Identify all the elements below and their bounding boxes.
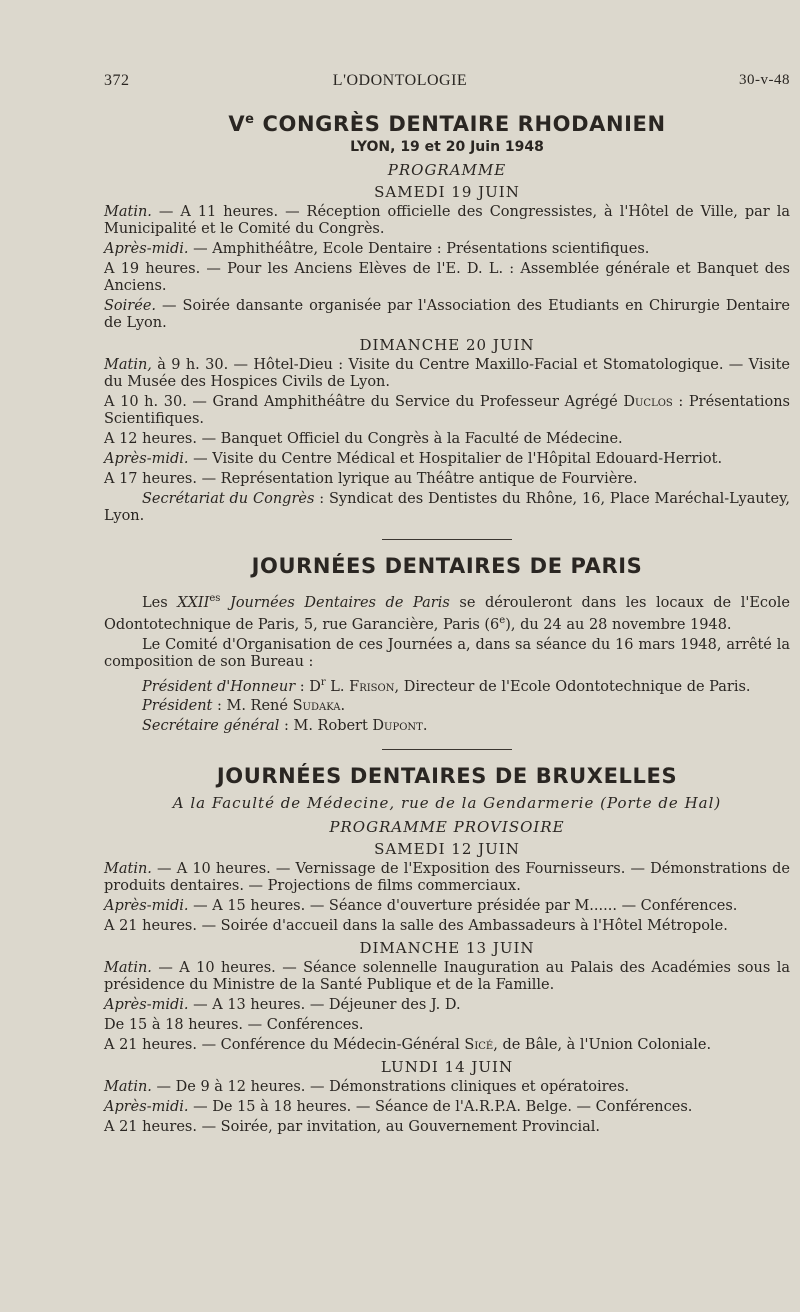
item-text: — De 9 à 12 heures. — Démonstrations cliniques et opératoires. [151, 1079, 630, 1096]
paragraph [104, 590, 790, 634]
programme-item [104, 394, 790, 428]
article-body [104, 112, 790, 1139]
section-divider [382, 749, 512, 750]
section-title-rhodanien [104, 112, 790, 136]
programme-item [104, 898, 790, 915]
item-text: à 9 h. 30. — Hôtel-Dieu : Visite du Centre Maxillo-Facial et Stomatologique. — Visite du Musée des Hospices Civils de Lyon. [104, 357, 790, 390]
issue-date: 30-v-48 [739, 72, 790, 88]
item-text: — A 13 heures. — Déjeuner des J. D. [188, 997, 461, 1014]
person-name: Sicé [464, 1037, 494, 1054]
programme-item: De 15 à 18 heures. — Conférences. [104, 1017, 364, 1034]
text: Journées Dentaires de Paris [220, 594, 450, 611]
text: : M. Robert [279, 718, 373, 735]
item-text: — Amphithéâtre, Ecole Dentaire : Présentations scientifiques. [188, 241, 650, 257]
person-name: Duclos [623, 394, 673, 410]
text: ), du 24 au 28 novembre 1948. [505, 616, 732, 633]
section-title-bruxelles: JOURNÉES DENTAIRES DE BRUXELLES [216, 764, 678, 789]
item-label: Après-midi. [104, 1099, 189, 1116]
item-label: Après-midi. [104, 898, 189, 915]
role-label: Secrétaire général [142, 718, 280, 735]
programme-item: A 19 heures. — Pour les Anciens Elèves de l'E. D. L. : Assemblée générale et Banquet des Anciens. [104, 261, 790, 294]
page-number: 372 [104, 72, 130, 89]
item-text: A 21 heures. — Conférence du Médecin-Général [104, 1037, 465, 1054]
item-label: Après-midi. [104, 451, 189, 467]
programme-heading: PROGRAMME [387, 161, 507, 179]
item-label: Matin. [104, 1079, 152, 1096]
role-label: Président d'Honneur [142, 678, 296, 695]
item-text: — De 15 à 18 heures. — Séance de l'A.R.P.A. Belge. — Conférences. [188, 1099, 693, 1116]
journal-title: L'ODONTOLOGIE [332, 72, 468, 89]
programme-item [104, 861, 790, 895]
programme-item [104, 1037, 790, 1054]
programme-item [104, 451, 790, 468]
programme-item [104, 960, 790, 994]
programme-item [104, 204, 790, 238]
text: . [340, 698, 346, 715]
programme-item [104, 241, 790, 258]
text: XXII [177, 594, 210, 611]
section-divider [382, 539, 512, 540]
person-name: Dupont [372, 718, 423, 735]
bureau-entry [104, 718, 790, 735]
day-heading: DIMANCHE 13 JUIN [359, 939, 535, 958]
text: . [422, 718, 428, 735]
paragraph: Le Comité d'Organisation de ces Journées a, dans sa séance du 16 mars 1948, arrêté la composition de son Bureau : [104, 636, 790, 670]
item-text: — Visite du Centre Médical et Hospitalier de l'Hôpital Edouard-Herriot. [188, 451, 723, 467]
item-label: Après-midi. [104, 997, 189, 1014]
text: Les [142, 594, 178, 611]
superscript: es [209, 593, 221, 604]
item-label: Secrétariat du Congrès [142, 491, 315, 507]
running-header [0, 72, 800, 96]
title-ordinal: V [228, 112, 246, 136]
item-text: : Présentations Scientifiques. [104, 394, 790, 427]
text: , Directeur de l'Ecole Odontotechnique de Paris. [394, 678, 751, 695]
item-label: Matin. [104, 204, 152, 220]
item-text: — A 10 heures. — Séance solennelle Inauguration au Palais des Académies sous la présidence du Ministre de la Santé Publique et de la Famille. [104, 960, 790, 994]
person-name: Frison [349, 678, 395, 695]
title-superscript: e [245, 112, 255, 127]
bureau-entry [104, 698, 790, 715]
item-label: Soirée. [104, 298, 157, 314]
superscript: e [499, 614, 506, 626]
day-heading: DIMANCHE 20 JUIN [359, 336, 535, 354]
item-label: Matin, [104, 357, 152, 373]
item-text: — Soirée dansante organisée par l'Association des Etudiants en Chirurgie Dentaire de Lyon. [104, 298, 790, 331]
programme-heading: PROGRAMME PROVISOIRE [329, 818, 565, 837]
superscript: r [320, 676, 326, 688]
programme-item [104, 298, 790, 332]
item-label: Après-midi. [104, 241, 189, 257]
section-subtitle: LYON, 19 et 20 Juin 1948 [350, 139, 544, 155]
programme-item: A 21 heures. — Soirée d'accueil dans la salle des Ambassadeurs à l'Hôtel Métropole. [104, 918, 728, 935]
programme-item: A 21 heures. — Soirée, par invitation, au Gouvernement Provincial. [104, 1119, 600, 1136]
programme-item [104, 491, 790, 525]
item-text: — A 15 heures. — Séance d'ouverture présidée par M...... — Conférences. [188, 898, 738, 915]
item-text: — A 10 heures. — Vernissage de l'Exposition des Fournisseurs. — Démonstrations de produits dentaires. — Projections de films commerciaux. [104, 861, 790, 895]
programme-item: A 17 heures. — Représentation lyrique au Théâtre antique de Fourvière. [104, 471, 638, 487]
text: se dérouleront dans les locaux de l'Ecole Odontotechnique de Paris, 5, rue Garancière, Paris (6 [104, 594, 791, 633]
item-text: , de Bâle, à l'Union Coloniale. [493, 1037, 712, 1054]
programme-item [104, 997, 790, 1014]
person-name: Sudaka [292, 698, 341, 715]
item-text: : Syndicat des Dentistes du Rhône, 16, Place Maréchal-Lyautey, Lyon. [104, 491, 790, 524]
text: L. [325, 678, 350, 695]
section-title-paris: JOURNÉES DENTAIRES DE PARIS [251, 554, 643, 578]
item-label: Matin. [104, 960, 152, 977]
item-text: A 10 h. 30. — Grand Amphithéâtre du Service du Professeur Agrégé [104, 394, 624, 410]
text: : D [295, 678, 321, 695]
text: : M. René [212, 698, 293, 715]
item-label: Matin. [104, 861, 152, 878]
day-heading: LUNDI 14 JUIN [380, 1058, 514, 1077]
role-label: Président [142, 698, 213, 715]
programme-item [104, 1079, 790, 1096]
venue-subtitle: A la Faculté de Médecine, rue de la Gendarmerie (Porte de Hal) [172, 794, 722, 813]
programme-item [104, 357, 790, 391]
day-heading: SAMEDI 12 JUIN [374, 840, 520, 859]
programme-item: A 12 heures. — Banquet Officiel du Congrès à la Faculté de Médecine. [104, 431, 623, 447]
day-heading: SAMEDI 19 JUIN [374, 183, 520, 201]
programme-item [104, 1099, 790, 1116]
item-text: — A 11 heures. — Réception officielle des Congressistes, à l'Hôtel de Ville, par la Municipalité et le Comité du Congrès. [104, 204, 790, 237]
title-text: CONGRÈS DENTAIRE RHODANIEN [254, 112, 666, 136]
bureau-entry [104, 674, 790, 696]
